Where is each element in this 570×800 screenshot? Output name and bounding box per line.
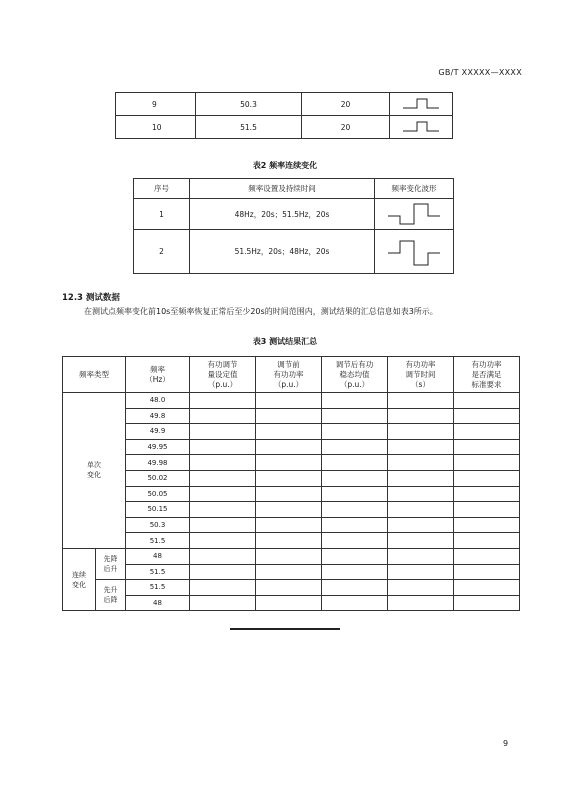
table-cell — [322, 502, 388, 518]
table-cell: 9 — [116, 93, 196, 116]
column-header: 有功功率 调节时间 （s） — [388, 357, 454, 393]
table-cell — [256, 455, 322, 471]
table-cell — [322, 486, 388, 502]
page-number: 9 — [503, 739, 509, 748]
table-row — [63, 455, 520, 471]
table-row — [116, 93, 453, 116]
table-cell — [190, 470, 256, 486]
table-header-row — [63, 357, 520, 393]
table-cell — [454, 595, 520, 611]
table-cell: 51.5Hz，20s；48Hz，20s — [190, 230, 375, 274]
table-cell — [322, 580, 388, 596]
table-cell — [190, 548, 256, 564]
waveform-cell — [390, 93, 453, 116]
sequence-label: 先降 后升 — [96, 548, 126, 579]
sequence-label: 先升 后降 — [96, 580, 126, 611]
table-row — [63, 517, 520, 533]
low-then-high-waveform-icon — [386, 201, 442, 227]
table-row — [63, 424, 520, 440]
table-cell — [322, 595, 388, 611]
table-row — [134, 230, 454, 274]
table-cell — [388, 548, 454, 564]
table-cell — [388, 564, 454, 580]
test-results-summary-table — [62, 356, 520, 611]
table-row — [63, 548, 520, 564]
column-header: 频率设置及持续时间 — [190, 179, 375, 199]
step-up-waveform-icon — [401, 96, 441, 112]
table-cell — [322, 424, 388, 440]
table-cell: 51.5 — [126, 533, 190, 549]
table-cell — [190, 424, 256, 440]
table-cell: 50.02 — [126, 470, 190, 486]
waveform-cell — [375, 199, 454, 230]
column-header: 频率 （Hz） — [126, 357, 190, 393]
continuous-frequency-change-table — [133, 178, 454, 274]
table-row — [63, 580, 520, 596]
table-cell — [190, 595, 256, 611]
table-row — [63, 408, 520, 424]
table-cell — [190, 564, 256, 580]
table-row — [63, 486, 520, 502]
table-row — [63, 533, 520, 549]
table-cell — [256, 439, 322, 455]
table-cell: 2 — [134, 230, 190, 274]
table-cell — [256, 564, 322, 580]
table-cell: 10 — [116, 116, 196, 139]
table-cell — [256, 548, 322, 564]
table-cell: 20 — [302, 116, 390, 139]
table-row — [63, 439, 520, 455]
waveform-cell — [375, 230, 454, 274]
table-cell — [454, 517, 520, 533]
frequency-step-table-continued — [115, 92, 453, 139]
end-of-text-rule — [230, 628, 340, 630]
table2-caption: 表2 频率连续变化 — [252, 161, 318, 170]
table-cell — [256, 502, 322, 518]
table-cell — [388, 393, 454, 409]
column-header: 频率类型 — [63, 357, 126, 393]
section-heading: 12.3 测试数据 — [62, 293, 120, 303]
table-cell — [388, 502, 454, 518]
table-cell — [256, 595, 322, 611]
table-cell — [454, 564, 520, 580]
table-cell — [256, 393, 322, 409]
table-cell — [190, 408, 256, 424]
waveform-cell — [390, 116, 453, 139]
table-cell: 48Hz，20s；51.5Hz，20s — [190, 199, 375, 230]
table-row — [63, 502, 520, 518]
column-header: 有功调节 量设定值 （p.u.） — [190, 357, 256, 393]
table-cell — [388, 455, 454, 471]
table-cell — [190, 393, 256, 409]
section-paragraph: 在测试点频率变化前10s至频率恢复正常后至少20s的时间范围内，测试结果的汇总信息如表3所示。 — [84, 307, 438, 316]
table-cell — [388, 580, 454, 596]
table-cell — [388, 439, 454, 455]
table-cell — [388, 595, 454, 611]
column-header: 频率变化波形 — [375, 179, 454, 199]
table-cell — [256, 580, 322, 596]
table-cell: 51.5 — [126, 564, 190, 580]
table-cell — [190, 486, 256, 502]
table-row — [63, 564, 520, 580]
table-cell — [256, 486, 322, 502]
table-cell — [454, 408, 520, 424]
column-header: 序号 — [134, 179, 190, 199]
table-cell — [190, 517, 256, 533]
document-code-header: GB/T XXXXX—XXXX — [438, 68, 522, 77]
table-row — [63, 595, 520, 611]
table-cell: 50.3 — [196, 93, 302, 116]
table-cell: 48.0 — [126, 393, 190, 409]
continuous-change-label: 连续 变化 — [63, 548, 96, 610]
table-cell — [190, 439, 256, 455]
table-cell — [454, 502, 520, 518]
table-row — [134, 199, 454, 230]
table-cell — [388, 424, 454, 440]
table-cell — [454, 470, 520, 486]
table-cell — [322, 470, 388, 486]
table-cell: 50.05 — [126, 486, 190, 502]
table-cell: 48 — [126, 548, 190, 564]
table-cell: 49.8 — [126, 408, 190, 424]
table-cell — [454, 486, 520, 502]
table-row — [116, 116, 453, 139]
column-header: 调节前 有功功率 （p.u.） — [256, 357, 322, 393]
table-row — [63, 470, 520, 486]
table-cell — [454, 533, 520, 549]
table-cell — [256, 408, 322, 424]
table-cell — [256, 470, 322, 486]
table-cell — [190, 533, 256, 549]
table-cell: 50.3 — [126, 517, 190, 533]
table-cell — [322, 564, 388, 580]
table-cell — [322, 455, 388, 471]
table-cell — [322, 393, 388, 409]
table-cell — [454, 393, 520, 409]
table-cell: 20 — [302, 93, 390, 116]
table-cell — [190, 580, 256, 596]
table-cell — [322, 533, 388, 549]
column-header: 调节后有功 稳态均值 （p.u.） — [322, 357, 388, 393]
table-cell: 49.9 — [126, 424, 190, 440]
table-cell — [322, 408, 388, 424]
table-cell — [454, 548, 520, 564]
table3-caption: 表3 测试结果汇总 — [252, 337, 318, 346]
table-cell: 48 — [126, 595, 190, 611]
table-cell: 49.95 — [126, 439, 190, 455]
table-cell — [256, 517, 322, 533]
table-cell — [256, 424, 322, 440]
table-cell: 51.5 — [196, 116, 302, 139]
table-cell — [322, 439, 388, 455]
table-cell — [256, 533, 322, 549]
table-cell — [388, 517, 454, 533]
table-cell — [388, 486, 454, 502]
column-header: 有功功率 是否满足 标准要求 — [454, 357, 520, 393]
table-cell — [388, 533, 454, 549]
table-cell — [388, 408, 454, 424]
table-cell — [322, 517, 388, 533]
table-header-row — [134, 179, 454, 199]
table-cell: 50.15 — [126, 502, 190, 518]
step-up-waveform-icon — [401, 119, 441, 135]
high-then-low-waveform-icon — [386, 235, 442, 269]
table-cell — [454, 455, 520, 471]
table-cell — [190, 455, 256, 471]
table-cell — [454, 439, 520, 455]
table-cell — [190, 502, 256, 518]
table-cell — [388, 470, 454, 486]
table-row — [63, 393, 520, 409]
table-cell: 1 — [134, 199, 190, 230]
single-change-label: 单次 变化 — [63, 393, 126, 549]
table-cell — [322, 548, 388, 564]
table-cell — [454, 424, 520, 440]
table-cell — [454, 580, 520, 596]
table-cell: 49.98 — [126, 455, 190, 471]
table-cell: 51.5 — [126, 580, 190, 596]
